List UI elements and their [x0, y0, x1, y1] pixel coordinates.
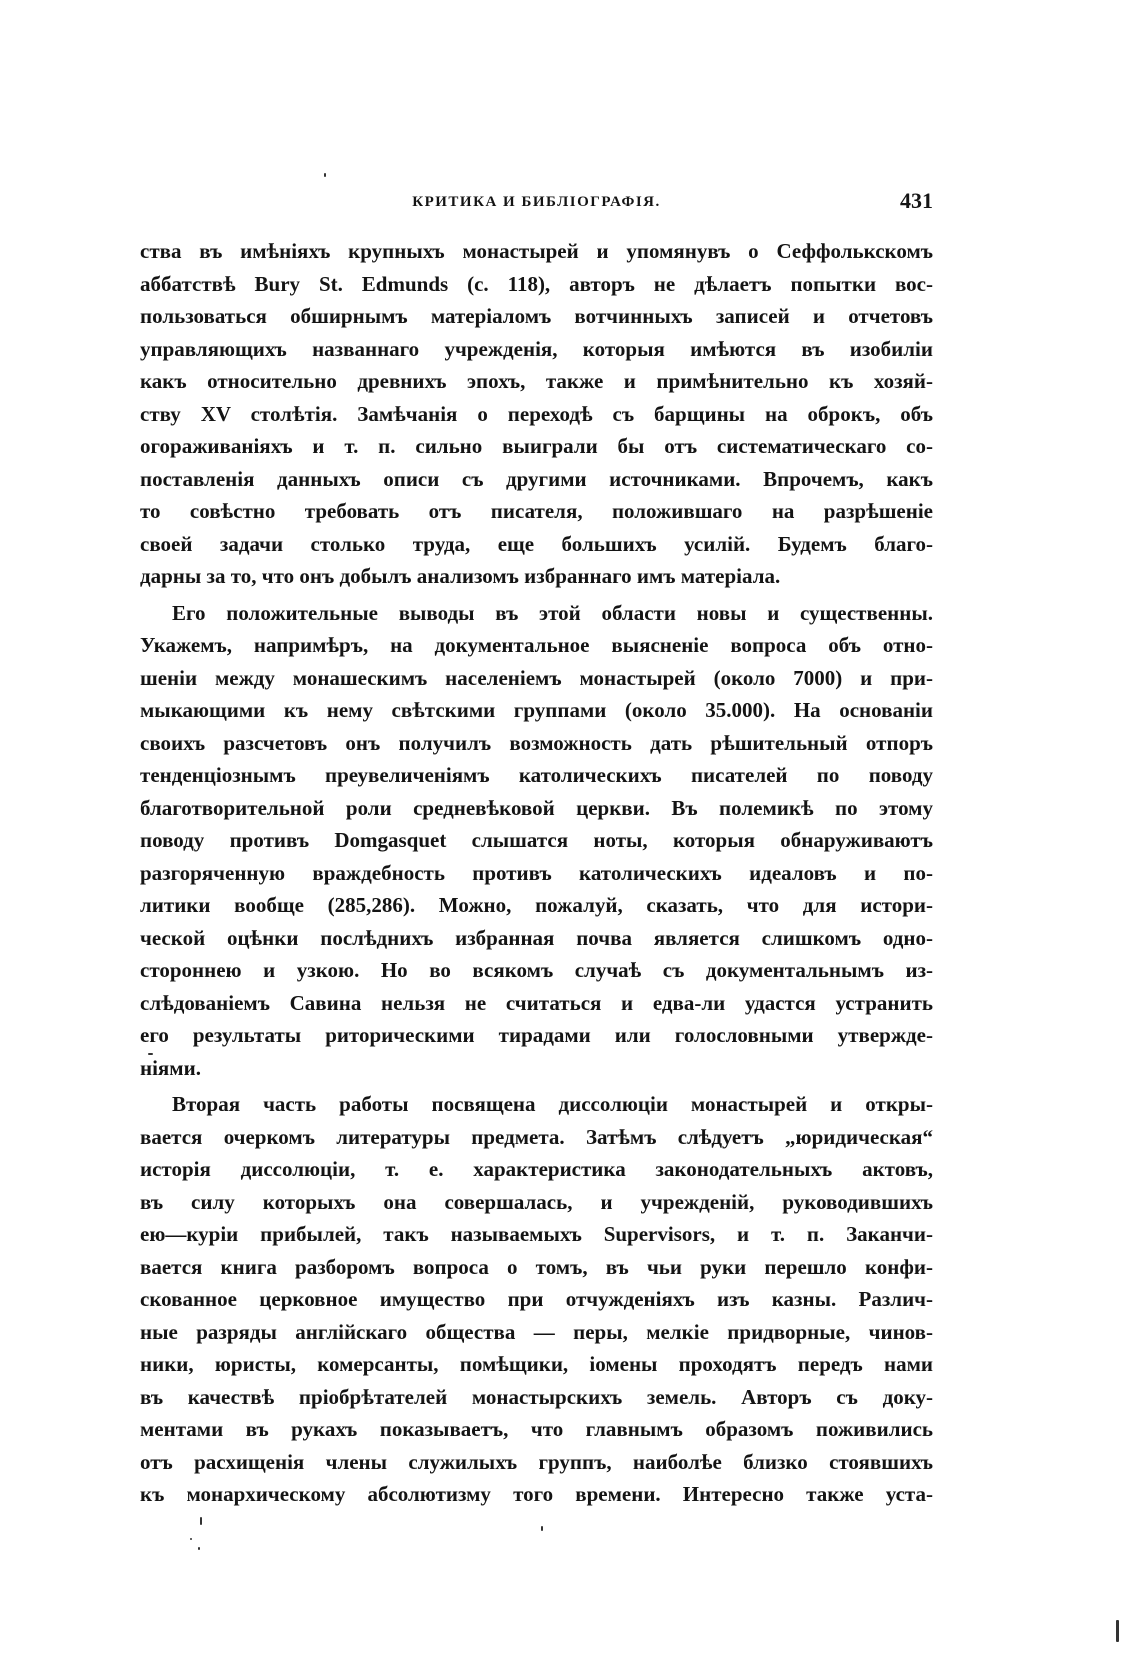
text-line: огораживаніяхъ и т. п. сильно выиграли бы отъ систематическаго со- [140, 434, 933, 458]
text-line: исторія диссолюціи, т. е. характеристика законодательныхъ актовъ, [140, 1157, 933, 1181]
text-line: благотворительной роли средневѣковой церкви. Въ полемикѣ по этому [140, 795, 933, 820]
text-line: дарны за то, что онъ добылъ анализомъ избраннаго имъ матеріала. [140, 564, 781, 588]
scan-speck [541, 1526, 543, 1531]
scan-speck [148, 1053, 153, 1055]
scan-speck [1116, 1620, 1119, 1642]
text-line: отъ расхищенія члены служилыхъ группъ, наиболѣе близко стоявшихъ [140, 1449, 933, 1474]
text-line: его результаты риторическими тирадами или голословными утвержде- [140, 1023, 933, 1047]
scan-speck [198, 1547, 200, 1550]
text-line: скованное церковное имущество при отчужденіяхъ изъ казны. Различ- [140, 1287, 933, 1311]
paragraph-2 [140, 597, 933, 1085]
text-line: ники, юристы, комерсанты, помѣщики, іомены проходятъ передъ нами [140, 1352, 933, 1376]
text-line: своихъ разсчетовъ онъ получилъ возможность дать рѣшительный отпоръ [140, 730, 933, 755]
text-line: ческой оцѣнки послѣднихъ избранная почва является слишкомъ одно- [140, 925, 933, 950]
text-line: ные разряды англійскаго общества — перы, мелкіе придворные, чинов- [140, 1319, 933, 1344]
text-line: литики вообще (285,286). Можно, пожалуй, сказать, что для истори- [140, 893, 933, 917]
text-line: въ силу которыхъ она совершалась, и учрежденій, руководившихъ [140, 1189, 933, 1214]
scan-speck [190, 1538, 192, 1540]
text-line: ніями. [140, 1055, 201, 1080]
text-line: въ качествѣ пріобрѣтателей монастырскихъ земель. Авторъ съ доку- [140, 1384, 933, 1409]
text-line: то совѣстно требовать отъ писателя, положившаго на разрѣшеніе [140, 499, 933, 523]
text-line: разгоряченную враждебность противъ католическихъ идеаловъ и по- [140, 860, 933, 885]
text-line: своей задачи столько труда, еще большихъ усилій. Будемъ благо- [140, 531, 933, 556]
text-line: вается книга разборомъ вопроса о томъ, въ чьи руки перешло конфи- [140, 1254, 933, 1279]
text-line: поставленія данныхъ описи съ другими источниками. Впрочемъ, какъ [140, 466, 933, 491]
text-line: мыкающими къ нему свѣтскими группами (около 35.000). На основаніи [140, 698, 933, 722]
scan-speck [200, 1517, 202, 1525]
paragraph-1 [140, 235, 933, 593]
text-line: къ монархическому абсолютизму того времени. Интересно также уста- [140, 1482, 933, 1506]
running-head [140, 188, 933, 218]
scan-speck [324, 173, 326, 177]
text-line: стороннею и узкою. Но во всякомъ случаѣ съ документальнымъ из- [140, 958, 933, 982]
body-text [140, 235, 933, 1511]
text-line: ства въ имѣніяхъ крупныхъ монастырей и упомянувъ о Сеффолькскомъ [140, 239, 933, 263]
text-line: управляющихъ названнаго учрежденія, которыя имѣются въ изобиліи [140, 336, 933, 361]
text-line: вается очеркомъ литературы предмета. Затѣмъ слѣдуетъ „юридическая“ [140, 1124, 933, 1149]
text-line: Укажемъ, напримѣръ, на документальное выясненіе вопроса объ отно- [140, 633, 933, 657]
page-number: 431 [900, 188, 933, 213]
text-line: Его положительные выводы въ этой области новы и существенны. [172, 600, 933, 625]
text-line: пользоваться обширнымъ матеріаломъ вотчинныхъ записей и отчетовъ [140, 304, 933, 328]
running-title: КРИТИКА И БИБЛІОГРАФІЯ. [412, 194, 661, 210]
text-line: поводу противъ Domgasquet слышатся ноты, которыя обнаруживаютъ [140, 828, 933, 852]
text-line: ею—куріи прибылей, такъ называемыхъ Supervisors, и т. п. Заканчи- [140, 1222, 933, 1246]
text-line: ментами въ рукахъ показываетъ, что главнымъ образомъ поживились [140, 1417, 933, 1441]
paragraph-3 [140, 1088, 933, 1511]
text-line: шеніи между монашескимъ населеніемъ монастырей (около 7000) и при- [140, 665, 933, 690]
text-line: Вторая часть работы посвящена диссолюціи монастырей и откры- [172, 1092, 933, 1116]
text-line: тенденціознымъ преувеличеніямъ католическихъ писателей по поводу [140, 763, 933, 787]
text-line: какъ относительно древнихъ эпохъ, также и примѣнительно къ хозяй- [140, 369, 933, 393]
text-line: слѣдованіемъ Савина нельзя не считаться и едва-ли удастся устранить [140, 990, 933, 1015]
text-line: ству XV столѣтія. Замѣчанія о переходѣ съ барщины на оброкъ, объ [140, 401, 933, 426]
text-line: аббатствѣ Bury St. Edmunds (с. 118), авторъ не дѣлаетъ попытки вос- [140, 271, 933, 296]
